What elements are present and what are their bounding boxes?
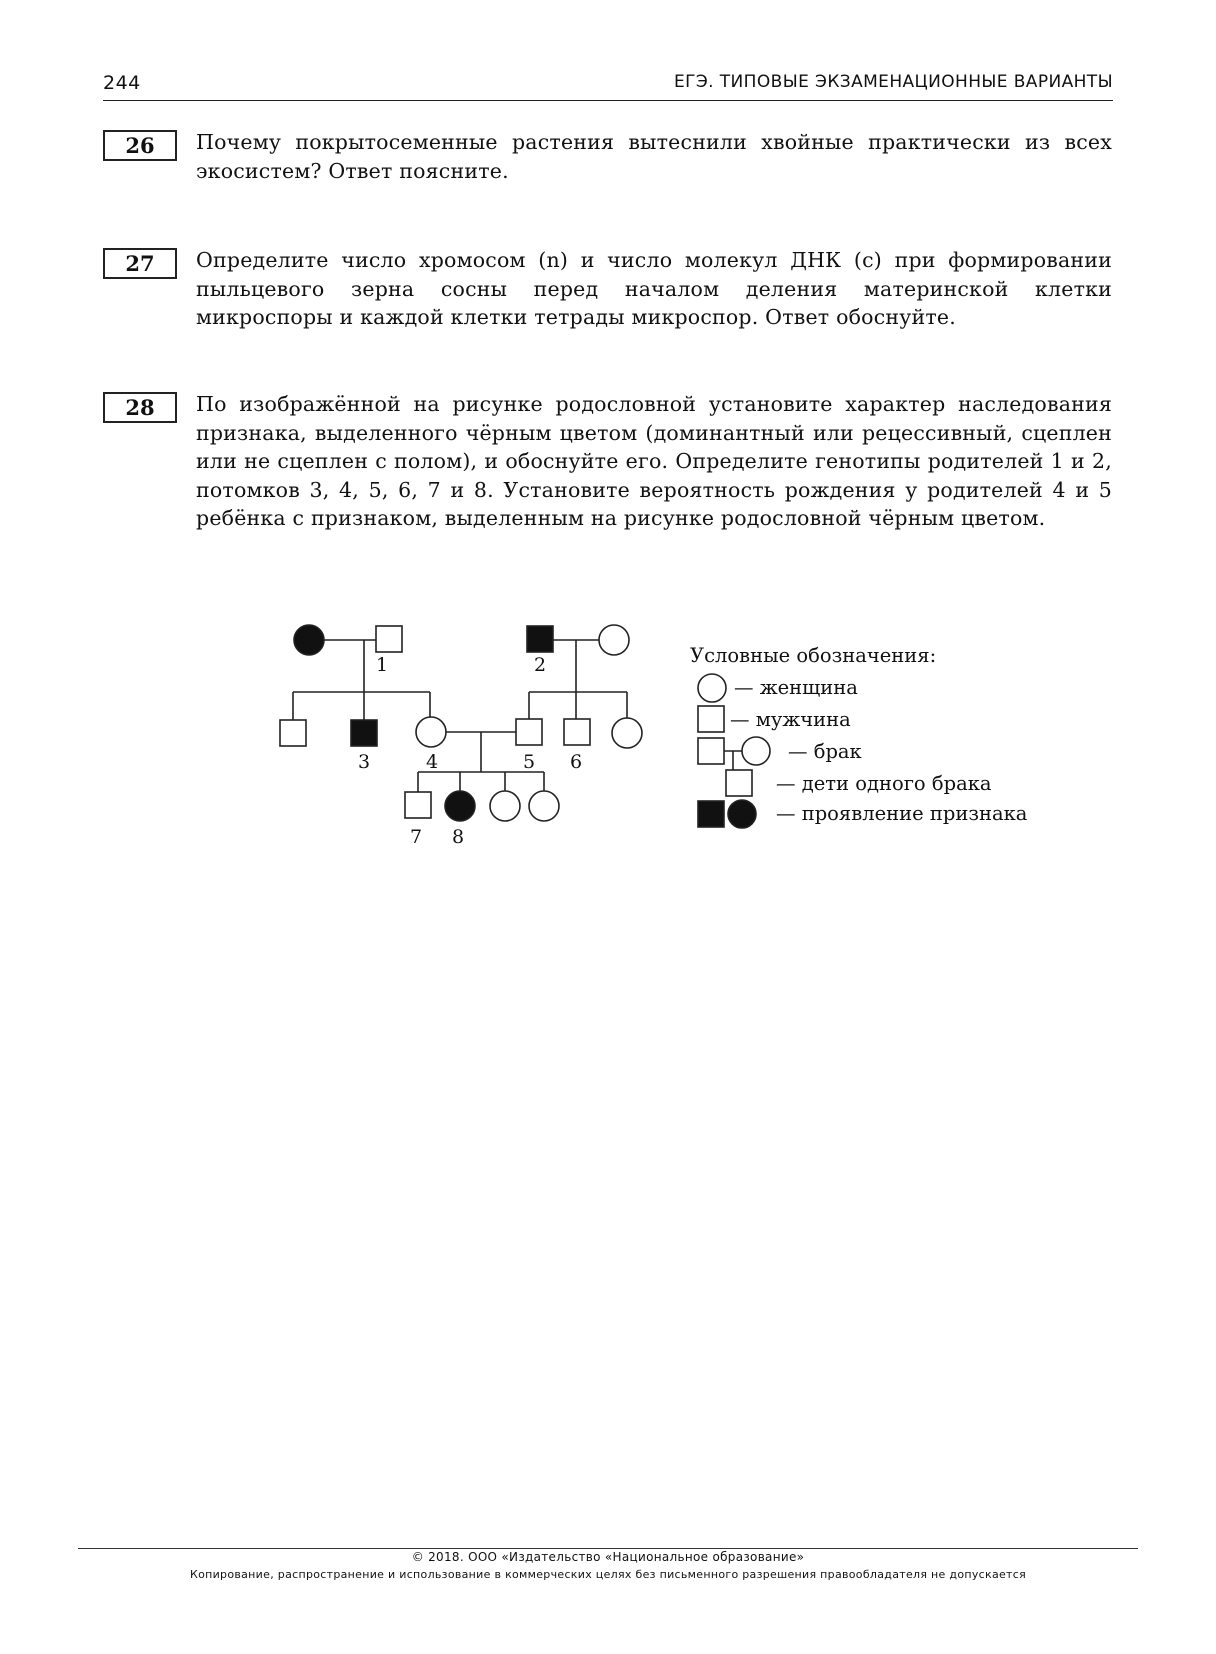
label-3: 3 <box>357 751 371 773</box>
grandchild-8-daughter-affected <box>445 791 475 821</box>
child-daughter-unnumbered <box>612 718 642 748</box>
child-son-unnumbered <box>280 720 306 746</box>
legend-affected-man <box>698 801 724 827</box>
grandchild-daughter <box>490 791 520 821</box>
question-text-28: По изображённой на рисунке родословной установите характер наследования признака, выделенного чёрным цветом (доминантный или рецессивный, сцеплен или не сцеплен с полом), и обоснуйте его. Определите генотипы родителей 1 и 2, потомков 3, 4, 5, 6, 7 и 8. Установите вероятность рождения у родителей 4 и 5 ребёнка с признаком, выделенным на рисунке родословной чёрным цветом. <box>196 392 1112 530</box>
grandchild-daughter <box>529 791 559 821</box>
pedigree-diagram <box>260 618 660 848</box>
label-1: 1 <box>375 654 389 676</box>
legend-marriage-woman <box>742 737 770 765</box>
label-5: 5 <box>522 751 536 773</box>
legend-man-label: — мужчина <box>730 708 851 731</box>
parent-1-father <box>376 626 402 652</box>
page-number: 244 <box>103 72 141 94</box>
grandchild-7-son <box>405 792 431 818</box>
legend-man-symbol <box>698 706 724 732</box>
label-7: 7 <box>409 826 423 848</box>
child-4-daughter <box>416 717 446 747</box>
legend-affected-woman <box>728 800 756 828</box>
header-divider <box>103 100 1113 101</box>
label-8: 8 <box>451 826 465 848</box>
footer-copyright: © 2018. ООО «Издательство «Национальное образование» <box>411 1550 805 1564</box>
legend-child-symbol <box>726 770 752 796</box>
legend-children-label: — дети одного брака <box>776 772 992 795</box>
legend-trait-label: — проявление признака <box>776 802 1028 825</box>
label-4: 4 <box>425 751 439 773</box>
legend-woman-symbol <box>698 674 726 702</box>
child-3-affected <box>351 720 377 746</box>
parent-1-mother-affected <box>294 625 324 655</box>
footer-legal-notice: Копирование, распространение и использование в коммерческих целях без письменного разрешения правообладателя не допускается <box>189 1568 1027 1581</box>
legend-marriage-label: — брак <box>788 740 862 763</box>
legend-woman-label: — женщина <box>734 676 858 699</box>
legend-marriage-man <box>698 738 724 764</box>
question-text-27: Определите число хромосом (n) и число молекул ДНК (c) при формировании пыльцевого зерна сосны перед началом деления материнской клетки микроспоры и каждой клетки тетрады микроспор. Ответ обоснуйте. <box>196 248 1112 329</box>
child-5-son <box>516 719 542 745</box>
parent-2-father-affected <box>527 626 553 652</box>
child-6-son <box>564 719 590 745</box>
label-2: 2 <box>533 654 547 676</box>
footer-divider <box>78 1548 1138 1549</box>
question-number-26: 26 <box>103 130 177 161</box>
running-title: ЕГЭ. ТИПОВЫЕ ЭКЗАМЕНАЦИОННЫЕ ВАРИАНТЫ <box>673 72 1113 92</box>
legend-title: Условные обозначения: <box>690 644 937 667</box>
parent-2-mother <box>599 625 629 655</box>
label-6: 6 <box>569 751 583 773</box>
question-number-27: 27 <box>103 248 177 279</box>
question-text-26: Почему покрытосеменные растения вытеснили хвойные практически из всех экосистем? Ответ поясните. <box>196 130 1112 183</box>
question-number-28: 28 <box>103 392 177 423</box>
